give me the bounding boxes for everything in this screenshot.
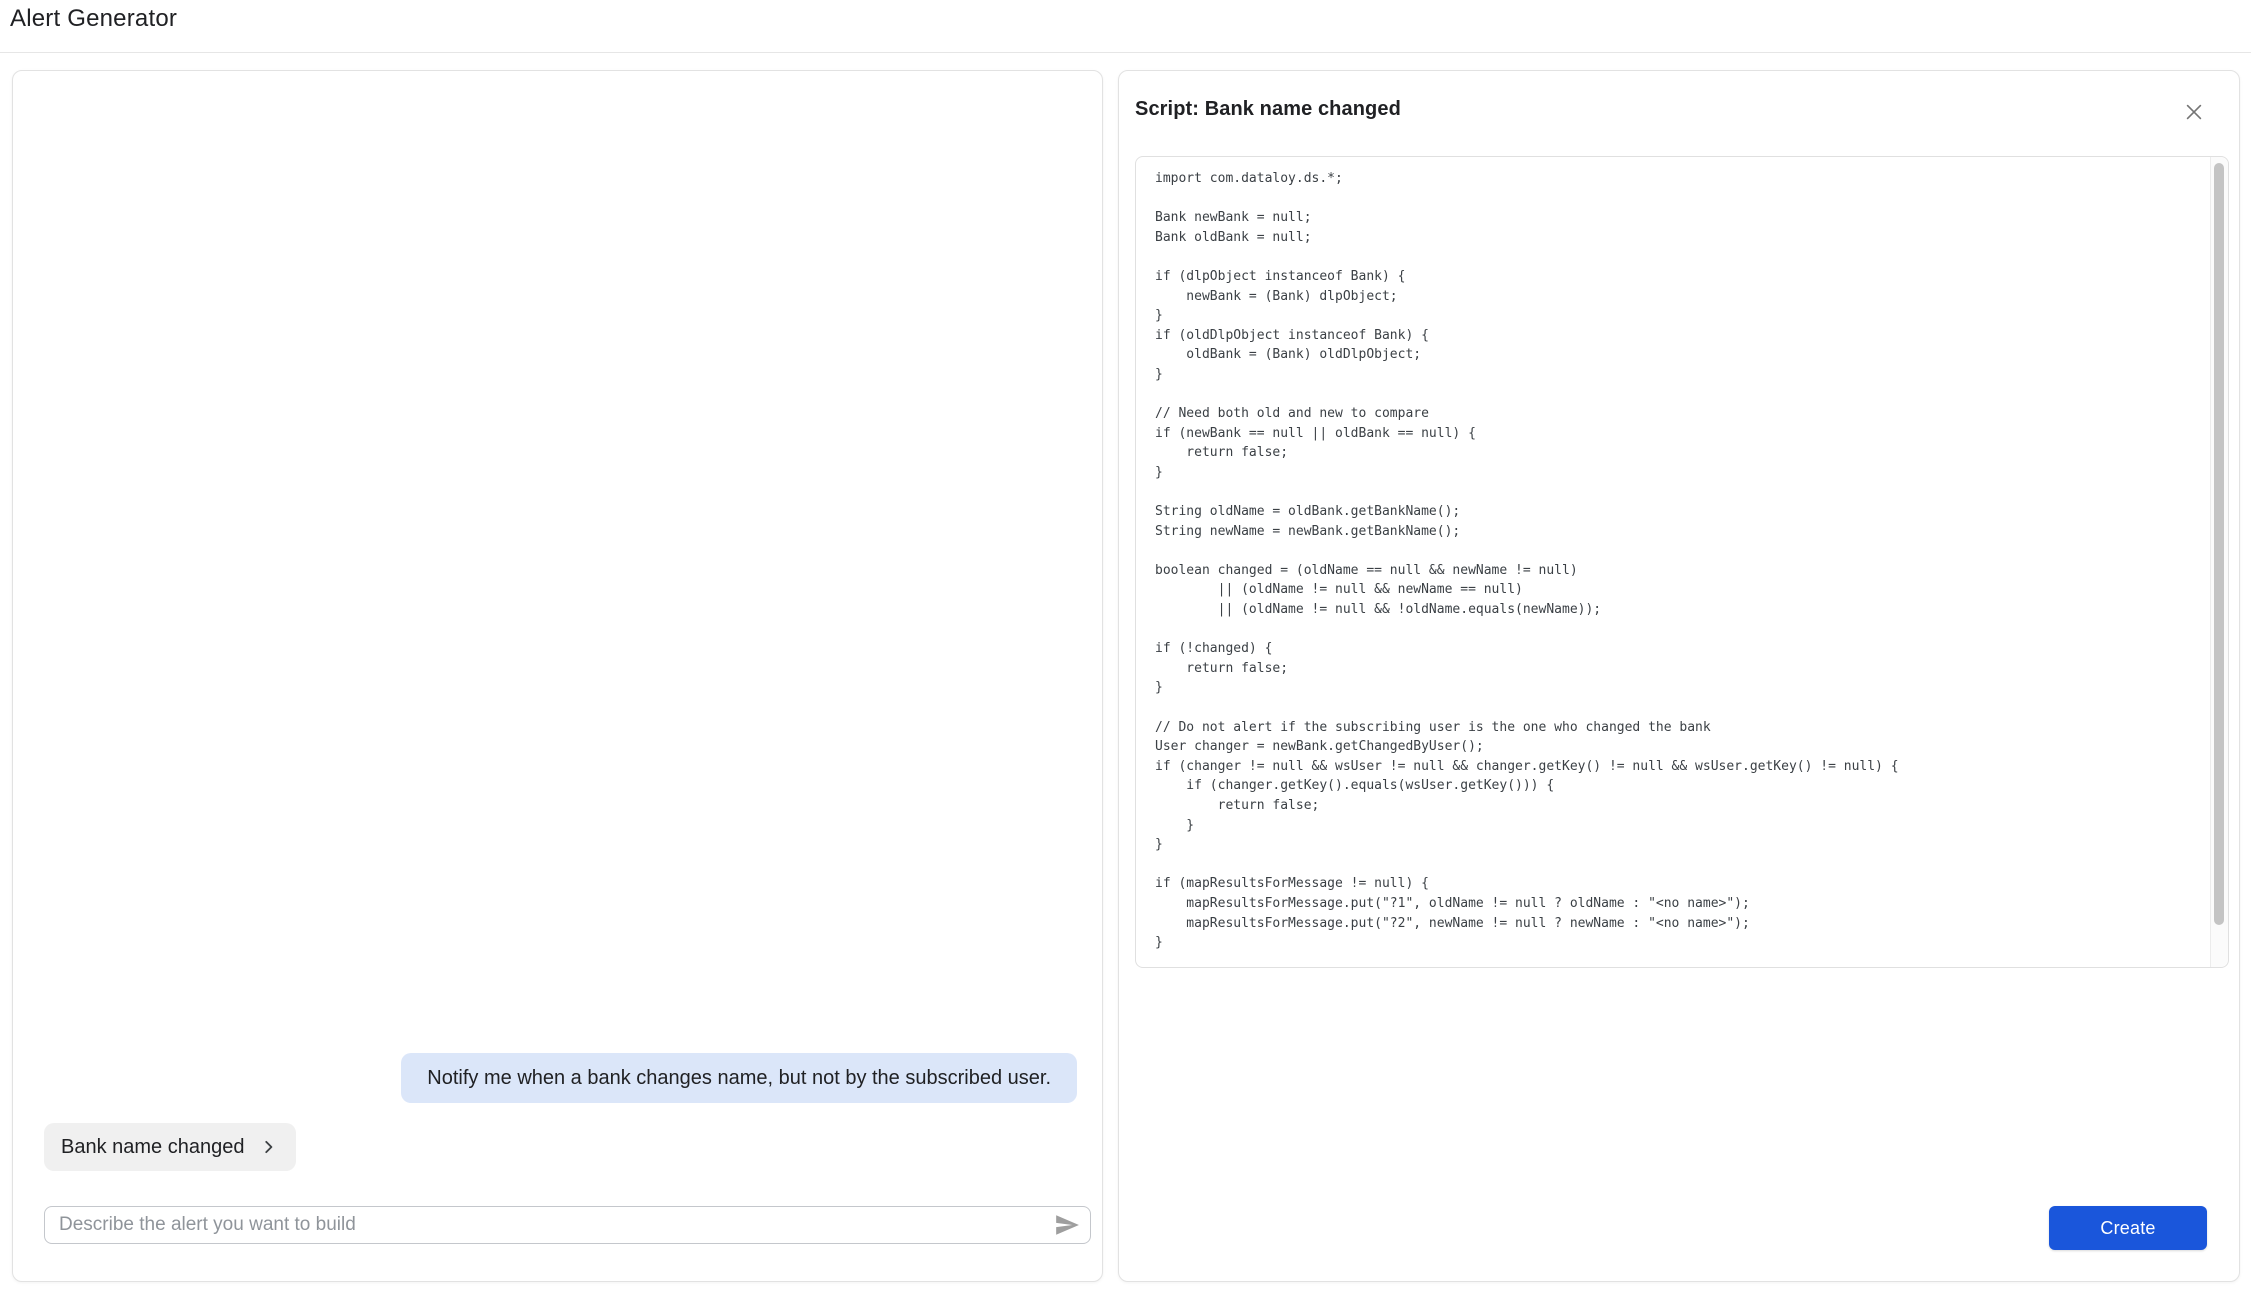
chat-panel	[12, 70, 1103, 1282]
script-chip-label: Bank name changed	[61, 1135, 245, 1158]
script-chip-bank-name-changed[interactable]	[44, 1123, 296, 1171]
script-code-box	[1135, 156, 2229, 968]
code-scrollbar-thumb[interactable]	[2214, 163, 2224, 925]
close-button[interactable]	[2182, 100, 2206, 124]
send-icon	[1054, 1212, 1080, 1238]
user-message-bubble: Notify me when a bank changes name, but not by the subscribed user.	[401, 1053, 1077, 1103]
script-panel	[1118, 70, 2240, 1282]
chevron-right-icon	[258, 1136, 280, 1158]
script-panel-title: Script: Bank name changed	[1135, 98, 1401, 120]
close-icon	[2183, 101, 2205, 123]
header-divider	[0, 52, 2251, 53]
alert-input-bar	[44, 1206, 1091, 1244]
alert-description-input[interactable]	[45, 1207, 1050, 1243]
script-code: import com.dataloy.ds.*; Bank newBank = null; Bank oldBank = null; if (dlpObject instanceof Bank) { newBank = (Bank) dlpObject; } if (oldDlpObject instanceof Bank) { oldBank = (Bank) oldDlpObject; } // Need both old and new to compare if (newBank == null || oldBank == null) { return false; } String oldName = oldBank.getBankName(); String newName = newBank.getBankName(); boolean changed = (oldName == null && newName != null) || (oldName != null && newName == null) || (oldName != null && !oldName.equals(newName)); if (!changed) { return false; } // Do not alert if the subscribing user is the one who changed the bank User changer = newBank.getChangedByUser(); if (changer != null && wsUser != null && changer.getKey() != null && wsUser.getKey() != null) { if (changer.getKey().equals(wsUser.getKey())) { return false; } } if (mapResultsForMessage != null) { mapResultsForMessage.put("?1", oldName != null ? oldName : "<no name>"); mapResultsForMessage.put("?2", newName != null ? newName : "<no name>"); }	[1155, 171, 1899, 951]
code-scrollbar-track	[2210, 157, 2228, 967]
create-button[interactable]: Create	[2049, 1206, 2207, 1250]
send-button[interactable]	[1050, 1207, 1090, 1243]
page-title: Alert Generator	[10, 5, 178, 32]
